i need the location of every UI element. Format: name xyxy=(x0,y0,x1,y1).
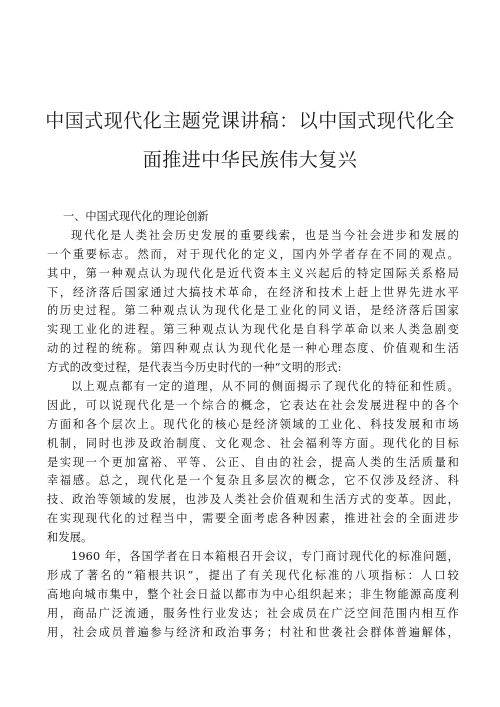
paragraph-line: 机制，同时也涉及政治制度、文化观念、社会福利等方面。现代化的目标 xyxy=(47,436,459,450)
document-body xyxy=(47,208,459,642)
paragraph-line: 下，经济落后国家通过大搞技术革命，在经济和技术上赶上世界先进水平 xyxy=(47,285,459,299)
paragraph-line: 技、政治等领域的发展，也涉及人类社会价值观和生活方式的变革。因此， xyxy=(47,493,459,507)
paragraph-line: 的历史过程。第二种观点认为现代化是工业化的同义语，是经济落后国家 xyxy=(47,304,459,318)
paragraph-line: 形成了著名的“箱根共识”，提出了有关现代化标准的八项指标：人口较 xyxy=(47,568,459,582)
paragraph-line: 幸福感。总之，现代化是一个复杂且多层次的概念，它不仅涉及经济、科 xyxy=(47,474,459,488)
paragraph-line: 动的过程的统称。第四种观点认为现代化是一种心理态度、价值观和生活 xyxy=(47,342,459,356)
paragraph-line: 用，商品广泛流通，服务性行业发达；社会成员在广泛空间范围内相互作 xyxy=(47,606,459,620)
paragraph-line: 实现工业化的进程。第三种观点认为现代化是自科学革命以来人类急剧变 xyxy=(47,323,459,337)
paragraph-line: 方面和各个层次上。现代化的核心是经济领域的工业化、科技发展和市场 xyxy=(47,417,459,431)
paragraph-line: 是实现一个更加富裕、平等、公正、自由的社会，提高人类的生活质量和 xyxy=(47,455,459,469)
paragraph-line: 和发展。 xyxy=(47,531,93,545)
paragraph-line: 高地向城市集中，整个社会日益以都市为中心组织起来；非生物能源高度利 xyxy=(47,587,459,601)
paragraph-line: 现代化是人类社会历史发展的重要线索，也是当今社会进步和发展的 xyxy=(71,228,459,242)
paragraph-line: 一个重要标志。然而，对于现代化的定义，国内外学者存在不同的观点。 xyxy=(47,247,459,261)
paragraph-line: 因此，可以说现代化是一个综合的概念，它表达在社会发展进程中的各个 xyxy=(47,398,459,412)
paragraph-line: 以上观点都有一定的道理，从不同的侧面揭示了现代化的特征和性质。 xyxy=(71,380,459,394)
document-title-line-1: 中国式现代化主题党课讲稿：以中国式现代化全 xyxy=(45,110,455,132)
section-heading: 一、中国式现代化的理论创新 xyxy=(63,210,209,223)
paragraph-line: 1960 年，各国学者在日本箱根召开会议，专门商讨现代化的标准问题， xyxy=(71,550,459,564)
paragraph-line: 方式的改变过程，是代表当今历史时代的一种“文明的形式: xyxy=(47,361,342,375)
paragraph-line: 其中，第一种观点认为现代化是近代资本主义兴起后的特定国际关系格局 xyxy=(47,266,459,280)
paragraph-line: 用，社会成员普遍参与经济和政治事务；村社和世袭社会群体普遍解体， xyxy=(47,625,459,639)
document-title-line-2: 面推进中华民族伟大复兴 xyxy=(142,149,358,171)
paragraph-line: 在实现现代化的过程当中，需要全面考虑各种因素，推进社会的全面进步 xyxy=(47,512,459,526)
